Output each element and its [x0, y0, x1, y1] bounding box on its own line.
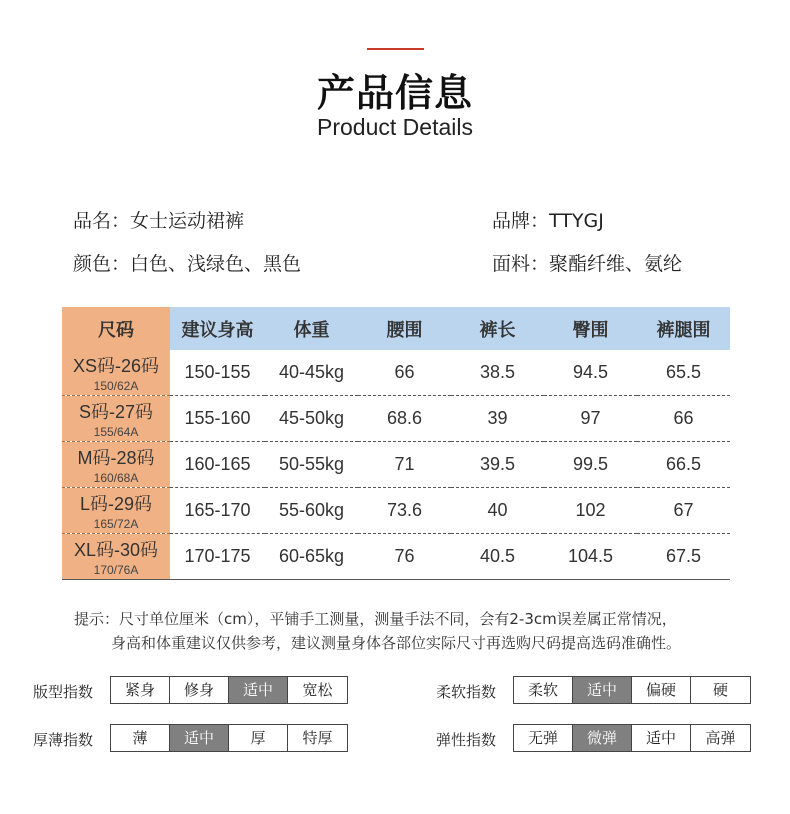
weight-cell: 50-55kg [265, 442, 358, 488]
waist-cell: 66 [358, 350, 451, 396]
size-label: M码-28码 [77, 448, 155, 468]
size-code: 160/68A [93, 471, 139, 485]
soft-index-scale [513, 676, 751, 704]
soft-option: 偏硬 [632, 677, 691, 703]
header-accent-rule [367, 48, 424, 50]
table-header-row [62, 307, 730, 350]
hip-cell: 97 [544, 396, 637, 442]
height-cell: 170-175 [170, 534, 265, 580]
size-cell [62, 396, 170, 442]
elastic-index-scale [513, 724, 751, 752]
elastic-option: 微弹 [573, 725, 632, 751]
size-cell [62, 350, 170, 396]
height-cell: 165-170 [170, 488, 265, 534]
size-code: 170/76A [93, 563, 139, 577]
length-cell: 38.5 [451, 350, 544, 396]
header-size: 尺码 [62, 307, 170, 350]
note-line-2: 身高和体重建议仅供参考，建议测量身体各部位实际尺寸再选购尺码提高选码准确性。 [111, 634, 682, 652]
length-cell: 39.5 [451, 442, 544, 488]
hip-cell: 104.5 [544, 534, 637, 580]
size-label: L码-29码 [79, 494, 153, 514]
thick-option: 特厚 [302, 729, 333, 747]
weight-cell: 55-60kg [265, 488, 358, 534]
leg-cell: 66 [637, 396, 730, 442]
table-row [62, 396, 730, 442]
header-height: 建议身高 [170, 307, 265, 350]
thick-option: 厚 [229, 725, 288, 751]
waist-cell: 71 [358, 442, 451, 488]
header-length: 裤长 [451, 307, 544, 350]
table-row [62, 350, 730, 396]
size-label: XS码-26码 [72, 356, 160, 376]
size-code: 155/64A [93, 425, 139, 439]
length-cell: 39 [451, 396, 544, 442]
leg-cell: 66.5 [637, 442, 730, 488]
fit-option: 宽松 [302, 681, 333, 699]
thick-option: 适中 [170, 725, 229, 751]
elastic-option: 高弹 [705, 729, 736, 747]
soft-option: 适中 [573, 677, 632, 703]
waist-cell: 68.6 [358, 396, 451, 442]
waist-cell: 73.6 [358, 488, 451, 534]
leg-cell: 67.5 [637, 534, 730, 580]
fit-index-scale [110, 676, 348, 704]
size-label: XL码-30码 [73, 540, 159, 560]
elastic-option: 无弹 [514, 725, 573, 751]
page-subtitle: Product Details [317, 114, 473, 140]
height-cell: 155-160 [170, 396, 265, 442]
size-cell [62, 534, 170, 580]
size-table [62, 307, 730, 580]
header-leg: 裤腿围 [637, 307, 730, 350]
height-cell: 150-155 [170, 350, 265, 396]
leg-cell: 67 [637, 488, 730, 534]
table-row [62, 534, 730, 580]
fit-option: 紧身 [111, 677, 170, 703]
soft-index-label: 柔软指数 [436, 683, 497, 701]
size-code: 150/62A [93, 379, 139, 393]
length-cell: 40 [451, 488, 544, 534]
page-title: 产品信息 [316, 71, 473, 115]
thick-index-scale [110, 724, 348, 752]
height-cell: 160-165 [170, 442, 265, 488]
waist-cell: 76 [358, 534, 451, 580]
leg-cell: 65.5 [637, 350, 730, 396]
hip-cell: 94.5 [544, 350, 637, 396]
product-brand: 品牌：TTYGJ [492, 210, 604, 232]
note-line-1: 提示：尺寸单位厘米（cm），平铺手工测量，测量手法不同，会有2-3cm误差属正常情况， [74, 610, 677, 628]
thick-index-label: 厚薄指数 [33, 731, 94, 749]
table-row [62, 488, 730, 534]
table-row [62, 442, 730, 488]
weight-cell: 40-45kg [265, 350, 358, 396]
length-cell: 40.5 [451, 534, 544, 580]
elastic-option: 适中 [632, 725, 691, 751]
weight-cell: 60-65kg [265, 534, 358, 580]
header-hip: 臀围 [544, 307, 637, 350]
product-color: 颜色：白色、浅绿色、黑色 [73, 253, 302, 275]
product-name: 品名：女士运动裙裤 [73, 210, 245, 232]
elastic-index-label: 弹性指数 [436, 731, 497, 749]
soft-option: 硬 [712, 681, 728, 699]
fit-option: 修身 [170, 677, 229, 703]
size-label: S码-27码 [78, 402, 154, 422]
thick-option: 薄 [111, 725, 170, 751]
fit-option: 适中 [229, 677, 288, 703]
soft-option: 柔软 [514, 677, 573, 703]
size-cell [62, 488, 170, 534]
hip-cell: 99.5 [544, 442, 637, 488]
size-code: 165/72A [93, 517, 139, 531]
fit-index-label: 版型指数 [33, 683, 94, 701]
weight-cell: 45-50kg [265, 396, 358, 442]
size-cell [62, 442, 170, 488]
product-fabric: 面料：聚酯纤维、氨纶 [492, 253, 683, 275]
header-waist: 腰围 [358, 307, 451, 350]
hip-cell: 102 [544, 488, 637, 534]
header-weight: 体重 [265, 307, 358, 350]
